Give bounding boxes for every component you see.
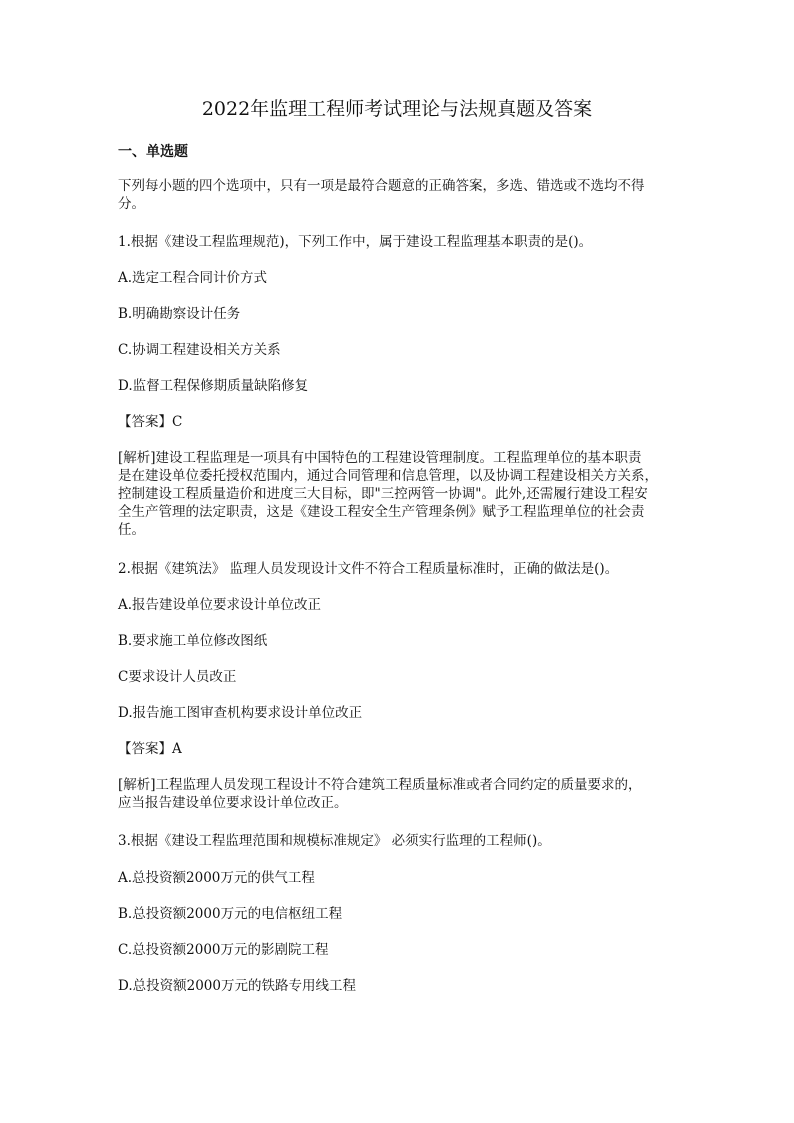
analysis-line: 是在建设单位委托授权范围内，通过合同管理和信息管理，以及协调工程建设相关方关系，: [118, 468, 658, 484]
instructions-line: 分。: [118, 196, 145, 212]
question-stem: 2.根据《建筑法》 监理人员发现设计文件不符合工程质量标准时，正确的做法是()。: [118, 561, 619, 577]
instructions: [118, 177, 684, 213]
answer-label: 【答案】A: [118, 741, 182, 757]
analysis-line: [解析]建设工程监理是一项具有中国特色的工程建设管理制度。工程监理单位的基本职责: [118, 450, 642, 466]
analysis-line: 任。: [118, 522, 145, 538]
analysis-line: [解析]工程监理人员发现工程设计不符合建筑工程质量标准或者合同约定的质量要求的，: [118, 777, 642, 793]
section-heading: 一、单选题: [118, 144, 188, 160]
question-option: B.要求施工单位修改图纸: [118, 633, 268, 649]
answer-analysis: [118, 776, 684, 812]
question-option: A.选定工程合同计价方式: [118, 270, 268, 286]
question-stem: 3.根据《建设工程监理范围和规模标准规定》 必须实行监理的工程师()。: [118, 833, 551, 849]
analysis-line: 全生产管理的法定职责，这是《建设工程安全生产管理条例》赋予工程监理单位的社会责: [118, 504, 645, 520]
question-option: A.报告建设单位要求设计单位改正: [118, 597, 322, 613]
question-option: C要求设计人员改正: [118, 669, 237, 685]
question-option: A.总投资额2000万元的供气工程: [118, 870, 315, 886]
question-option: C.总投资额2000万元的影剧院工程: [118, 942, 329, 958]
question-option: B.总投资额2000万元的电信枢纽工程: [118, 906, 343, 922]
analysis-line: 控制建设工程质量造价和进度三大目标，即"三控两管一协调"。此外,还需履行建设工程安: [118, 486, 648, 502]
question-option: B.明确勘察设计任务: [118, 306, 241, 322]
document-title: 2022年监理工程师考试理论与法规真题及答案: [201, 98, 593, 120]
analysis-line: 应当报告建设单位要求设计单位改正。: [118, 795, 348, 811]
question-option: C.协调工程建设相关方关系: [118, 342, 281, 358]
question-option: D.监督工程保修期质量缺陷修复: [118, 378, 309, 394]
question-stem: 1.根据《建设工程监理规范)，下列工作中，属于建设工程监理基本职责的是()。: [118, 234, 593, 250]
answer-analysis: [118, 449, 684, 539]
question-option: D.报告施工图审查机构要求设计单位改正: [118, 705, 363, 721]
question-option: D.总投资额2000万元的铁路专用线工程: [118, 978, 356, 994]
answer-label: 【答案】C: [118, 414, 183, 430]
instructions-line: 下列每小题的四个选项中，只有一项是最符合题意的正确答案，多选、错选或不选均不得: [118, 178, 645, 194]
